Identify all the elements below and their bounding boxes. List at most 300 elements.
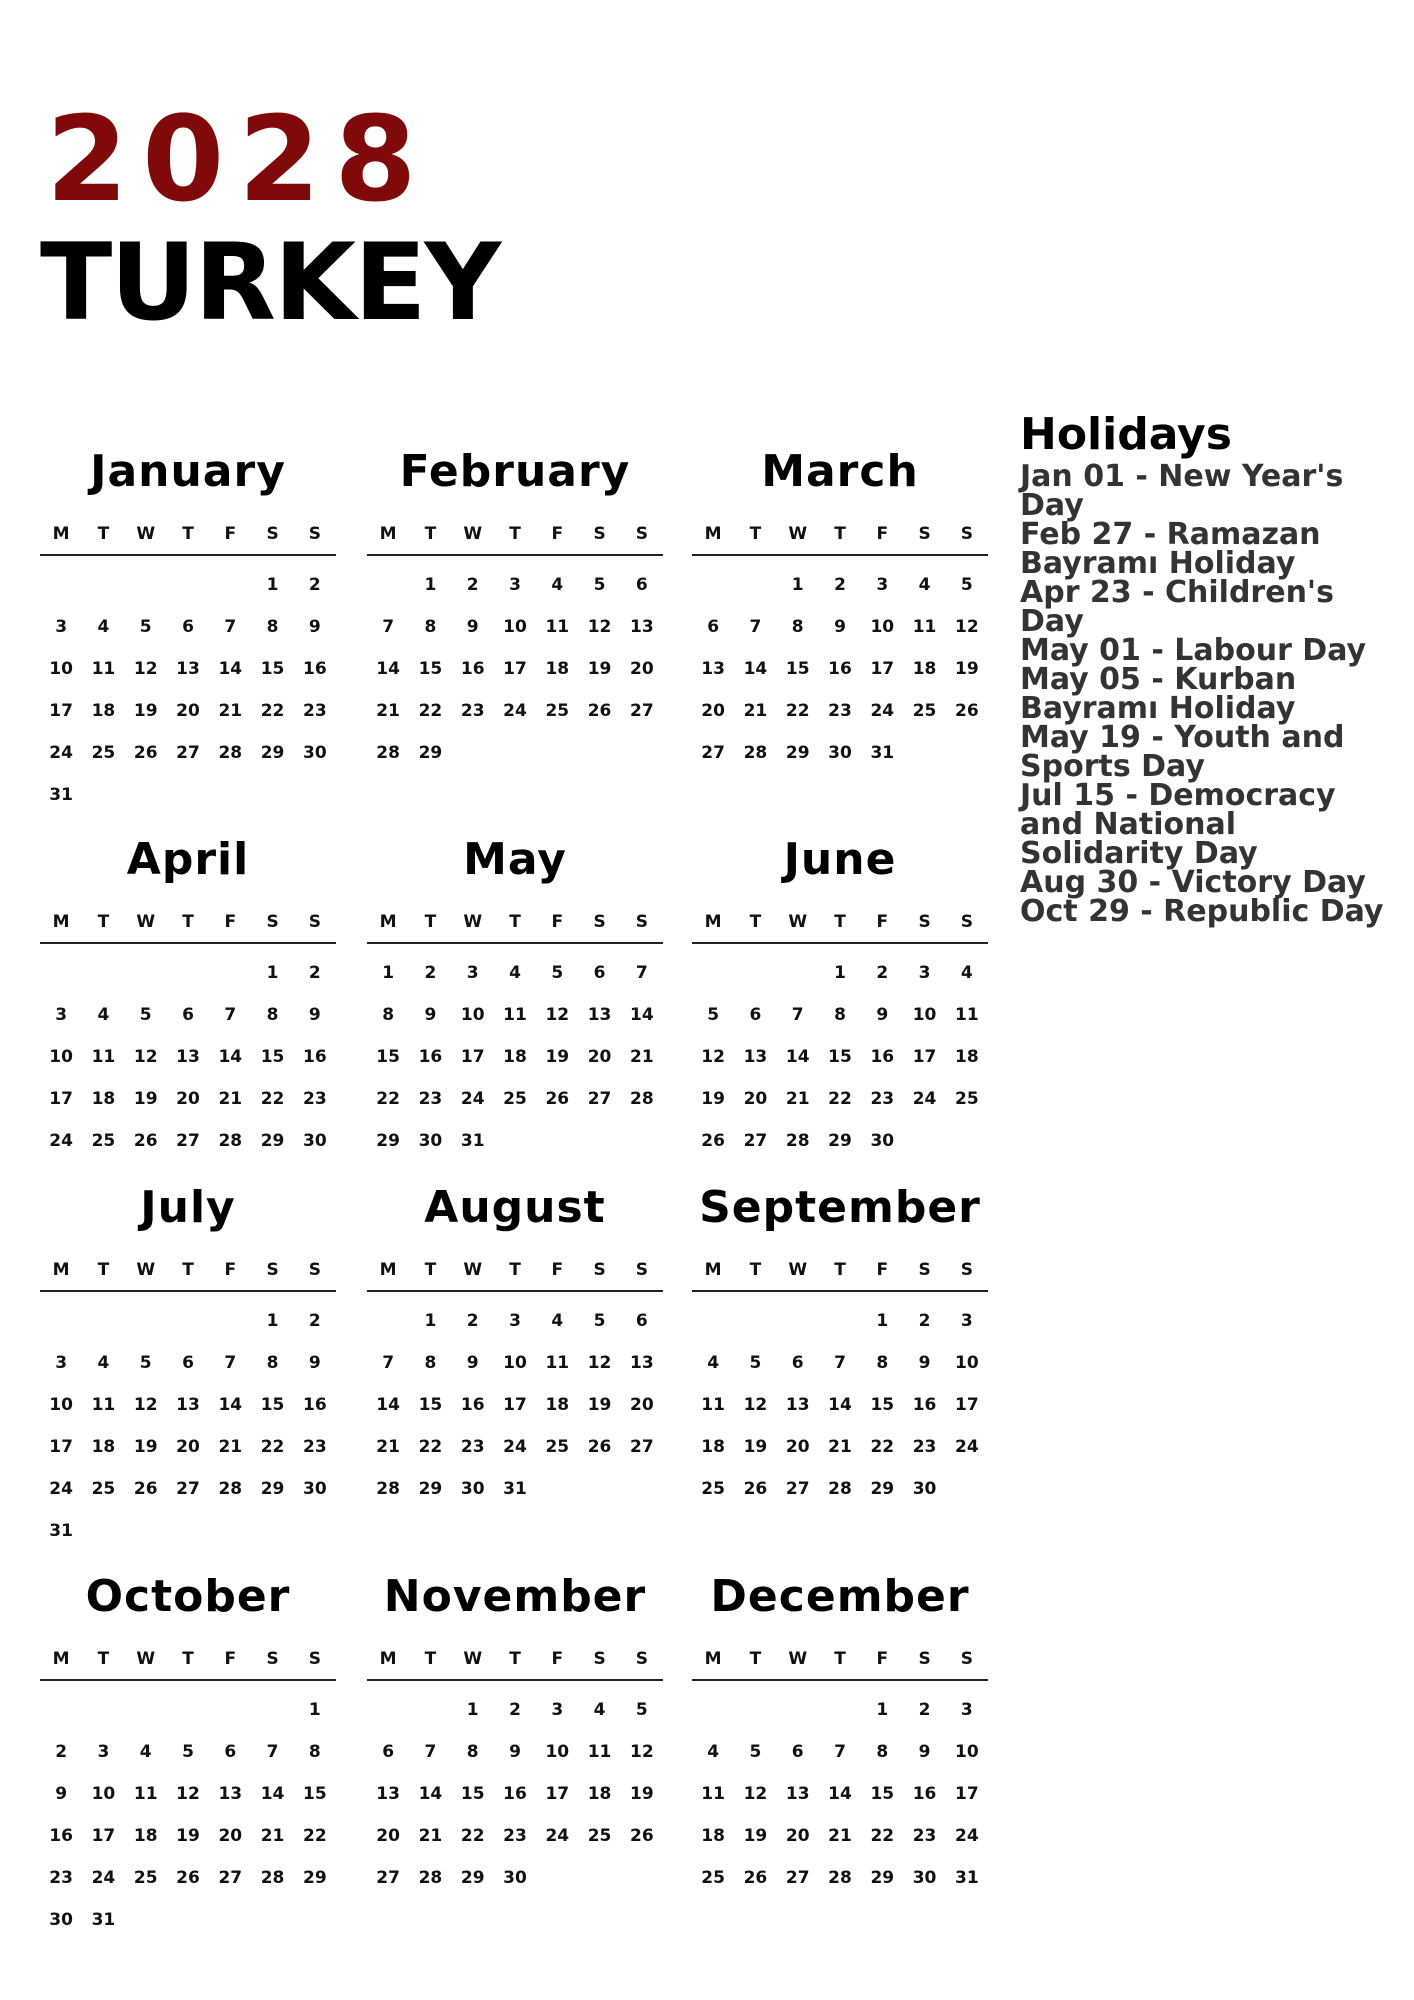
day-cell: 5: [707, 1005, 720, 1025]
day-cell: 20: [743, 1089, 768, 1109]
day-cell: 5: [749, 1742, 762, 1762]
day-cell: 8: [424, 1353, 437, 1373]
month-april: [40, 834, 336, 1162]
day-cell: 6: [635, 575, 648, 595]
day-cell: 28: [630, 1089, 654, 1109]
weekday-label: M: [52, 524, 70, 544]
weekday-label: F: [224, 524, 237, 544]
day-cell: 29: [418, 743, 443, 763]
days-grid: [40, 564, 336, 816]
day-cell: 2: [876, 963, 889, 983]
day-cell: 31: [503, 1479, 527, 1499]
day-cell: 21: [828, 1826, 852, 1846]
day-cell: 5: [551, 963, 564, 983]
weekday-header: [692, 912, 988, 944]
day-cell: 8: [791, 617, 804, 637]
weekday-label: W: [788, 1649, 808, 1669]
day-cell: 21: [828, 1437, 852, 1457]
day-empty: [777, 1689, 819, 1731]
day-cell: 11: [912, 617, 937, 637]
weekday-label: T: [834, 1649, 846, 1669]
day-cell: 31: [49, 1521, 73, 1541]
day-empty: [734, 564, 776, 606]
day-cell: 15: [418, 659, 443, 679]
day-cell: 17: [49, 1437, 73, 1457]
day-empty: [367, 1300, 409, 1342]
holiday-item: Apr 23 - Children's Day: [1020, 575, 1334, 640]
day-cell: 13: [630, 617, 654, 637]
day-cell: 6: [182, 1353, 194, 1373]
day-cell: 1: [266, 575, 279, 595]
weekday-label: F: [551, 1649, 564, 1669]
day-cell: 2: [308, 1311, 321, 1331]
day-cell: 5: [139, 617, 152, 637]
month-name: March: [761, 446, 919, 497]
month-may: [367, 834, 663, 1162]
day-empty: [409, 1689, 451, 1731]
day-cell: 23: [912, 1826, 937, 1846]
day-cell: 1: [791, 575, 804, 595]
weekday-label: M: [704, 1260, 722, 1280]
country-title: TURKEY: [40, 221, 500, 344]
day-cell: 28: [218, 743, 243, 763]
day-cell: 8: [266, 1005, 279, 1025]
day-cell: 9: [834, 617, 846, 637]
day-cell: 3: [97, 1742, 110, 1762]
day-cell: 20: [176, 701, 200, 721]
day-cell: 3: [960, 1311, 973, 1331]
day-cell: 20: [785, 1826, 810, 1846]
weekday-label: T: [749, 524, 762, 544]
day-cell: 13: [701, 659, 725, 679]
weekday-label: S: [593, 1649, 606, 1669]
day-empty: [692, 564, 734, 606]
day-cell: 29: [303, 1868, 327, 1888]
day-cell: 11: [91, 1395, 116, 1415]
day-empty: [734, 1689, 776, 1731]
day-cell: 13: [587, 1005, 612, 1025]
weekday-label: T: [834, 1260, 846, 1280]
day-cell: 8: [308, 1742, 321, 1762]
day-cell: 24: [545, 1826, 570, 1846]
day-cell: 27: [743, 1131, 768, 1151]
day-cell: 8: [876, 1742, 889, 1762]
day-cell: 7: [791, 1005, 804, 1025]
weekday-label: F: [224, 1260, 237, 1280]
weekday-label: T: [424, 524, 437, 544]
weekday-label: F: [551, 912, 564, 932]
weekday-label: W: [463, 524, 483, 544]
day-cell: 30: [303, 1131, 327, 1151]
weekday-label: F: [876, 1649, 889, 1669]
day-cell: 26: [176, 1868, 200, 1888]
day-cell: 22: [828, 1089, 852, 1109]
day-cell: 13: [785, 1395, 810, 1415]
day-cell: 6: [382, 1742, 395, 1762]
day-cell: 29: [418, 1479, 443, 1499]
day-cell: 23: [303, 1089, 327, 1109]
day-cell: 4: [97, 1353, 110, 1373]
day-cell: 11: [91, 659, 116, 679]
month-name: December: [710, 1571, 970, 1622]
day-cell: 21: [218, 1089, 243, 1109]
day-cell: 30: [912, 1479, 937, 1499]
day-cell: 17: [870, 659, 895, 679]
day-empty: [125, 952, 167, 994]
month-name: August: [424, 1182, 606, 1233]
day-cell: 22: [870, 1826, 895, 1846]
weekday-label: F: [876, 524, 889, 544]
day-cell: 4: [551, 575, 564, 595]
day-cell: 8: [876, 1353, 889, 1373]
day-cell: 14: [785, 1047, 810, 1067]
weekday-label: M: [704, 1649, 722, 1669]
day-cell: 27: [176, 1479, 200, 1499]
day-empty: [167, 1300, 209, 1342]
day-cell: 2: [509, 1700, 521, 1720]
weekday-label: M: [52, 912, 70, 932]
day-cell: 24: [503, 1437, 527, 1457]
day-cell: 27: [376, 1868, 400, 1888]
day-cell: 12: [630, 1742, 654, 1762]
day-cell: 14: [418, 1784, 443, 1804]
day-cell: 6: [791, 1742, 804, 1762]
day-cell: 13: [743, 1047, 768, 1067]
day-cell: 21: [743, 701, 768, 721]
holidays-title: Holidays: [1020, 409, 1232, 460]
weekday-header: [692, 1649, 988, 1681]
day-cell: 18: [545, 1395, 570, 1415]
day-cell: 27: [176, 743, 200, 763]
day-cell: 25: [545, 1437, 570, 1457]
day-cell: 19: [587, 659, 612, 679]
day-cell: 3: [876, 575, 889, 595]
day-cell: 28: [828, 1479, 852, 1499]
days-grid: [692, 952, 988, 1162]
day-cell: 23: [870, 1089, 895, 1109]
day-cell: 6: [593, 963, 606, 983]
day-cell: 7: [224, 1005, 237, 1025]
day-cell: 23: [303, 701, 327, 721]
day-cell: 26: [587, 1437, 612, 1457]
day-cell: 16: [503, 1784, 527, 1804]
day-cell: 29: [260, 1131, 285, 1151]
weekday-label: T: [424, 1260, 437, 1280]
weekday-label: W: [136, 1260, 156, 1280]
day-cell: 23: [460, 701, 485, 721]
day-cell: 21: [376, 701, 400, 721]
weekday-label: T: [509, 1260, 521, 1280]
weekday-header: [40, 1260, 336, 1292]
weekday-label: T: [509, 1649, 521, 1669]
month-september: [692, 1182, 988, 1510]
day-cell: 2: [55, 1742, 68, 1762]
day-cell: 25: [587, 1826, 612, 1846]
weekday-label: T: [424, 912, 437, 932]
day-cell: 25: [545, 701, 570, 721]
day-cell: 9: [308, 617, 321, 637]
day-cell: 10: [955, 1353, 979, 1373]
day-cell: 8: [466, 1742, 479, 1762]
day-cell: 6: [224, 1742, 237, 1762]
day-cell: 29: [376, 1131, 400, 1151]
day-empty: [82, 952, 124, 994]
day-cell: 15: [418, 1395, 443, 1415]
days-grid: [692, 1689, 988, 1899]
day-cell: 16: [870, 1047, 895, 1067]
weekday-label: S: [635, 1649, 648, 1669]
day-cell: 3: [509, 575, 521, 595]
day-empty: [125, 564, 167, 606]
holiday-item: May 19 - Youth and Sports Day: [1020, 720, 1345, 785]
holiday-item: Oct 29 - Republic Day: [1020, 894, 1384, 930]
day-cell: 6: [635, 1311, 648, 1331]
day-cell: 12: [701, 1047, 725, 1067]
month-february: [367, 446, 663, 774]
day-cell: 24: [91, 1868, 116, 1888]
day-cell: 24: [49, 1131, 73, 1151]
day-cell: 31: [870, 743, 895, 763]
day-cell: 26: [133, 743, 158, 763]
day-cell: 9: [55, 1784, 68, 1804]
holiday-item: Jul 15 - Democracy and National Solidarity Day: [1020, 778, 1336, 872]
day-cell: 15: [260, 1395, 285, 1415]
weekday-label: W: [463, 1649, 483, 1669]
day-cell: 17: [503, 659, 527, 679]
day-cell: 18: [701, 1437, 725, 1457]
day-cell: 7: [635, 963, 648, 983]
day-cell: 12: [133, 659, 158, 679]
day-cell: 3: [918, 963, 931, 983]
weekday-label: S: [960, 1260, 973, 1280]
day-cell: 26: [133, 1131, 158, 1151]
day-cell: 25: [701, 1479, 725, 1499]
day-empty: [82, 1689, 124, 1731]
day-cell: 4: [960, 963, 973, 983]
day-cell: 4: [97, 1005, 110, 1025]
day-cell: 22: [418, 1437, 443, 1457]
weekday-label: T: [749, 1649, 762, 1669]
day-cell: 13: [630, 1353, 654, 1373]
day-cell: 23: [828, 701, 852, 721]
day-empty: [167, 952, 209, 994]
weekday-label: M: [379, 1260, 397, 1280]
weekday-label: S: [960, 524, 973, 544]
day-cell: 26: [133, 1479, 158, 1499]
day-cell: 5: [139, 1353, 152, 1373]
day-cell: 26: [630, 1826, 654, 1846]
weekday-label: F: [224, 1649, 237, 1669]
day-cell: 13: [376, 1784, 400, 1804]
day-cell: 9: [876, 1005, 889, 1025]
day-cell: 7: [382, 617, 395, 637]
day-cell: 15: [870, 1784, 895, 1804]
day-cell: 9: [424, 1005, 437, 1025]
day-cell: 29: [870, 1479, 895, 1499]
day-cell: 19: [133, 1437, 158, 1457]
day-cell: 25: [701, 1868, 725, 1888]
day-cell: 25: [133, 1868, 158, 1888]
day-cell: 3: [960, 1700, 973, 1720]
holidays-panel: [1020, 409, 1400, 930]
weekday-label: W: [463, 1260, 483, 1280]
weekday-header: [367, 524, 663, 556]
day-cell: 30: [303, 1479, 327, 1499]
day-cell: 17: [460, 1047, 485, 1067]
day-cell: 30: [303, 743, 327, 763]
day-cell: 28: [260, 1868, 285, 1888]
days-grid: [40, 952, 336, 1162]
weekday-label: F: [876, 1260, 889, 1280]
day-cell: 28: [218, 1131, 243, 1151]
day-cell: 27: [630, 701, 654, 721]
day-cell: 12: [955, 617, 979, 637]
weekday-label: S: [918, 524, 931, 544]
day-cell: 24: [912, 1089, 937, 1109]
day-cell: 8: [266, 1353, 279, 1373]
day-cell: 26: [955, 701, 979, 721]
day-cell: 3: [466, 963, 479, 983]
day-cell: 28: [828, 1868, 852, 1888]
weekday-label: W: [136, 524, 156, 544]
day-cell: 24: [955, 1437, 979, 1457]
day-empty: [209, 564, 251, 606]
day-cell: 20: [630, 659, 654, 679]
day-cell: 20: [785, 1437, 810, 1457]
weekday-label: S: [308, 1260, 321, 1280]
day-cell: 27: [785, 1868, 810, 1888]
day-cell: 20: [587, 1047, 612, 1067]
day-cell: 11: [701, 1395, 725, 1415]
day-cell: 1: [308, 1700, 321, 1720]
weekday-label: M: [379, 524, 397, 544]
day-cell: 13: [176, 1047, 200, 1067]
weekday-label: F: [224, 912, 237, 932]
day-cell: 16: [460, 1395, 485, 1415]
day-empty: [167, 564, 209, 606]
day-cell: 18: [91, 701, 116, 721]
day-cell: 20: [701, 701, 725, 721]
weekday-label: S: [635, 524, 648, 544]
weekday-label: T: [834, 912, 846, 932]
day-empty: [777, 952, 819, 994]
day-cell: 9: [466, 1353, 479, 1373]
day-cell: 30: [503, 1868, 527, 1888]
day-cell: 9: [466, 617, 479, 637]
day-cell: 17: [49, 701, 73, 721]
day-cell: 7: [224, 1353, 237, 1373]
day-cell: 21: [218, 701, 243, 721]
day-cell: 5: [593, 575, 606, 595]
weekday-label: S: [635, 912, 648, 932]
day-cell: 10: [503, 1353, 527, 1373]
day-cell: 22: [260, 1437, 285, 1457]
day-cell: 27: [785, 1479, 810, 1499]
day-cell: 1: [876, 1311, 889, 1331]
day-cell: 20: [176, 1437, 200, 1457]
day-cell: 10: [870, 617, 895, 637]
day-cell: 14: [828, 1784, 852, 1804]
month-name: November: [383, 1571, 647, 1622]
day-cell: 11: [701, 1784, 725, 1804]
day-cell: 2: [918, 1700, 931, 1720]
day-cell: 1: [266, 1311, 279, 1331]
day-cell: 4: [593, 1700, 606, 1720]
day-cell: 17: [503, 1395, 527, 1415]
day-cell: 29: [260, 743, 285, 763]
day-cell: 1: [424, 575, 437, 595]
days-grid: [367, 1689, 663, 1899]
day-cell: 26: [743, 1868, 768, 1888]
day-cell: 25: [912, 701, 937, 721]
weekday-label: T: [97, 1260, 110, 1280]
days-grid: [692, 564, 988, 774]
days-grid: [692, 1300, 988, 1510]
day-empty: [367, 564, 409, 606]
day-cell: 6: [749, 1005, 762, 1025]
day-empty: [209, 1300, 251, 1342]
day-cell: 8: [266, 617, 279, 637]
day-cell: 22: [785, 701, 810, 721]
day-cell: 12: [587, 617, 612, 637]
day-cell: 31: [49, 785, 73, 805]
day-cell: 15: [260, 1047, 285, 1067]
day-cell: 22: [260, 701, 285, 721]
day-cell: 10: [503, 617, 527, 637]
day-cell: 30: [418, 1131, 443, 1151]
day-cell: 3: [551, 1700, 564, 1720]
weekday-label: S: [308, 524, 321, 544]
day-empty: [692, 1689, 734, 1731]
day-cell: 26: [587, 701, 612, 721]
weekday-label: W: [788, 1260, 808, 1280]
day-cell: 12: [743, 1784, 768, 1804]
month-name: June: [783, 834, 897, 885]
day-cell: 29: [828, 1131, 852, 1151]
day-cell: 24: [460, 1089, 485, 1109]
weekday-label: T: [97, 1649, 110, 1669]
day-cell: 28: [743, 743, 768, 763]
day-cell: 1: [876, 1700, 889, 1720]
day-cell: 4: [707, 1353, 720, 1373]
day-cell: 28: [376, 1479, 400, 1499]
month-name: July: [140, 1182, 236, 1233]
day-cell: 1: [424, 1311, 437, 1331]
day-cell: 18: [545, 659, 570, 679]
weekday-label: M: [52, 1260, 70, 1280]
weekday-label: S: [266, 524, 279, 544]
weekday-header: [40, 912, 336, 944]
day-cell: 10: [49, 1047, 73, 1067]
weekday-label: T: [834, 524, 846, 544]
day-empty: [251, 1689, 293, 1731]
month-name: October: [85, 1571, 291, 1622]
month-december: [692, 1571, 988, 1899]
day-empty: [82, 1300, 124, 1342]
day-cell: 2: [308, 575, 321, 595]
day-cell: 17: [955, 1784, 979, 1804]
day-cell: 21: [418, 1826, 443, 1846]
day-cell: 3: [55, 617, 68, 637]
day-cell: 22: [870, 1437, 895, 1457]
holiday-item: Aug 30 - Victory Day: [1020, 865, 1366, 901]
day-cell: 2: [466, 575, 479, 595]
day-cell: 23: [418, 1089, 443, 1109]
day-cell: 20: [630, 1395, 654, 1415]
weekday-label: S: [918, 1649, 931, 1669]
day-cell: 11: [545, 617, 570, 637]
day-cell: 23: [503, 1826, 527, 1846]
